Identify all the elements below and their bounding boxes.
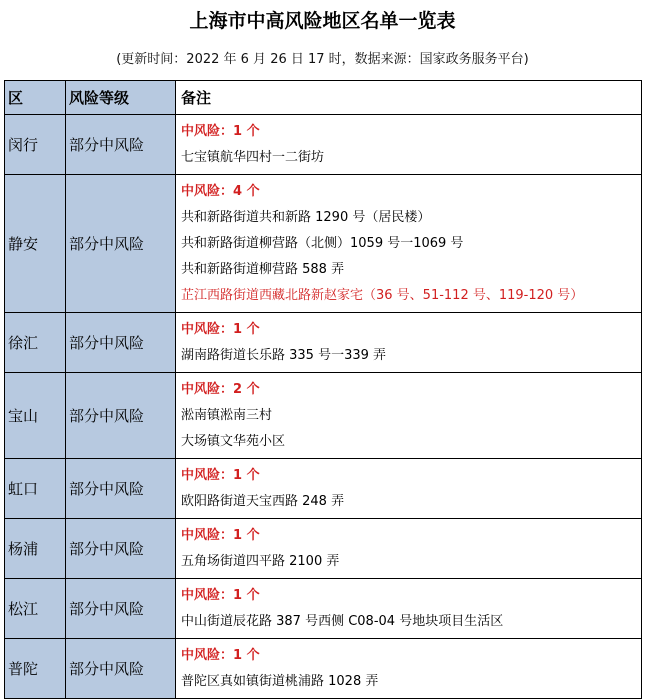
area-address: 七宝镇航华四村一二街坊	[181, 150, 325, 165]
area-address: 中山街道辰花路 387 号西侧 C08-04 号地块项目生活区	[181, 614, 504, 629]
notes-cell	[176, 373, 642, 459]
column-header-notes: 备注	[176, 81, 642, 115]
area-address: 淞南镇淞南三村	[181, 408, 273, 423]
area-address: 五角场街道四平路 2100 弄	[181, 554, 340, 569]
notes-cell	[176, 313, 642, 373]
page-title: 上海市中高风险地区名单一览表	[189, 10, 456, 32]
table-row	[5, 459, 642, 519]
district-cell: 松江	[5, 579, 66, 639]
area-address: 共和新路街道柳营路（北侧）1059 号一1069 号	[181, 236, 464, 251]
risk-level-cell: 部分中风险	[66, 175, 176, 313]
risk-level-cell: 部分中风险	[66, 115, 176, 175]
risk-count-label: 中风险：1 个	[181, 648, 260, 663]
table-header-row	[5, 81, 642, 115]
district-cell: 徐汇	[5, 313, 66, 373]
column-header-district: 区	[5, 81, 66, 115]
area-address: 普陀区真如镇街道桃浦路 1028 弄	[181, 674, 379, 689]
district-cell: 虹口	[5, 459, 66, 519]
risk-count-label: 中风险：1 个	[181, 124, 260, 139]
area-address: 共和新路街道柳营路 588 弄	[181, 262, 345, 277]
page-subtitle: (更新时间：2022 年 6 月 26 日 17 时，数据来源：国家政务服务平台)	[116, 52, 529, 67]
district-cell: 静安	[5, 175, 66, 313]
notes-cell	[176, 115, 642, 175]
district-cell: 宝山	[5, 373, 66, 459]
table-row	[5, 175, 642, 313]
table-row	[5, 373, 642, 459]
area-address: 欧阳路街道天宝西路 248 弄	[181, 494, 345, 509]
table-row	[5, 519, 642, 579]
area-address: 芷江西路街道西藏北路新赵家宅（36 号、51-112 号、119-120 号）	[181, 288, 584, 303]
district-cell: 闵行	[5, 115, 66, 175]
risk-count-label: 中风险：4 个	[181, 184, 260, 199]
table-row	[5, 579, 642, 639]
table-row	[5, 313, 642, 373]
risk-level-cell: 部分中风险	[66, 519, 176, 579]
column-header-risk-level: 风险等级	[66, 81, 176, 115]
area-address: 湖南路街道长乐路 335 号一339 弄	[181, 348, 387, 363]
notes-cell	[176, 459, 642, 519]
table-row	[5, 115, 642, 175]
table-row	[5, 639, 642, 699]
notes-cell	[176, 175, 642, 313]
risk-area-table	[4, 80, 642, 699]
area-address: 共和新路街道共和新路 1290 号（居民楼）	[181, 210, 431, 225]
table-body	[5, 115, 642, 699]
risk-level-cell: 部分中风险	[66, 313, 176, 373]
area-address: 大场镇文华苑小区	[181, 434, 286, 449]
risk-level-cell: 部分中风险	[66, 579, 176, 639]
risk-level-cell: 部分中风险	[66, 459, 176, 519]
risk-count-label: 中风险：2 个	[181, 382, 260, 397]
risk-level-cell: 部分中风险	[66, 639, 176, 699]
risk-count-label: 中风险：1 个	[181, 468, 260, 483]
risk-count-label: 中风险：1 个	[181, 322, 260, 337]
notes-cell	[176, 639, 642, 699]
risk-level-cell: 部分中风险	[66, 373, 176, 459]
risk-count-label: 中风险：1 个	[181, 528, 260, 543]
notes-cell	[176, 519, 642, 579]
district-cell: 普陀	[5, 639, 66, 699]
district-cell: 杨浦	[5, 519, 66, 579]
notes-cell	[176, 579, 642, 639]
risk-count-label: 中风险：1 个	[181, 588, 260, 603]
